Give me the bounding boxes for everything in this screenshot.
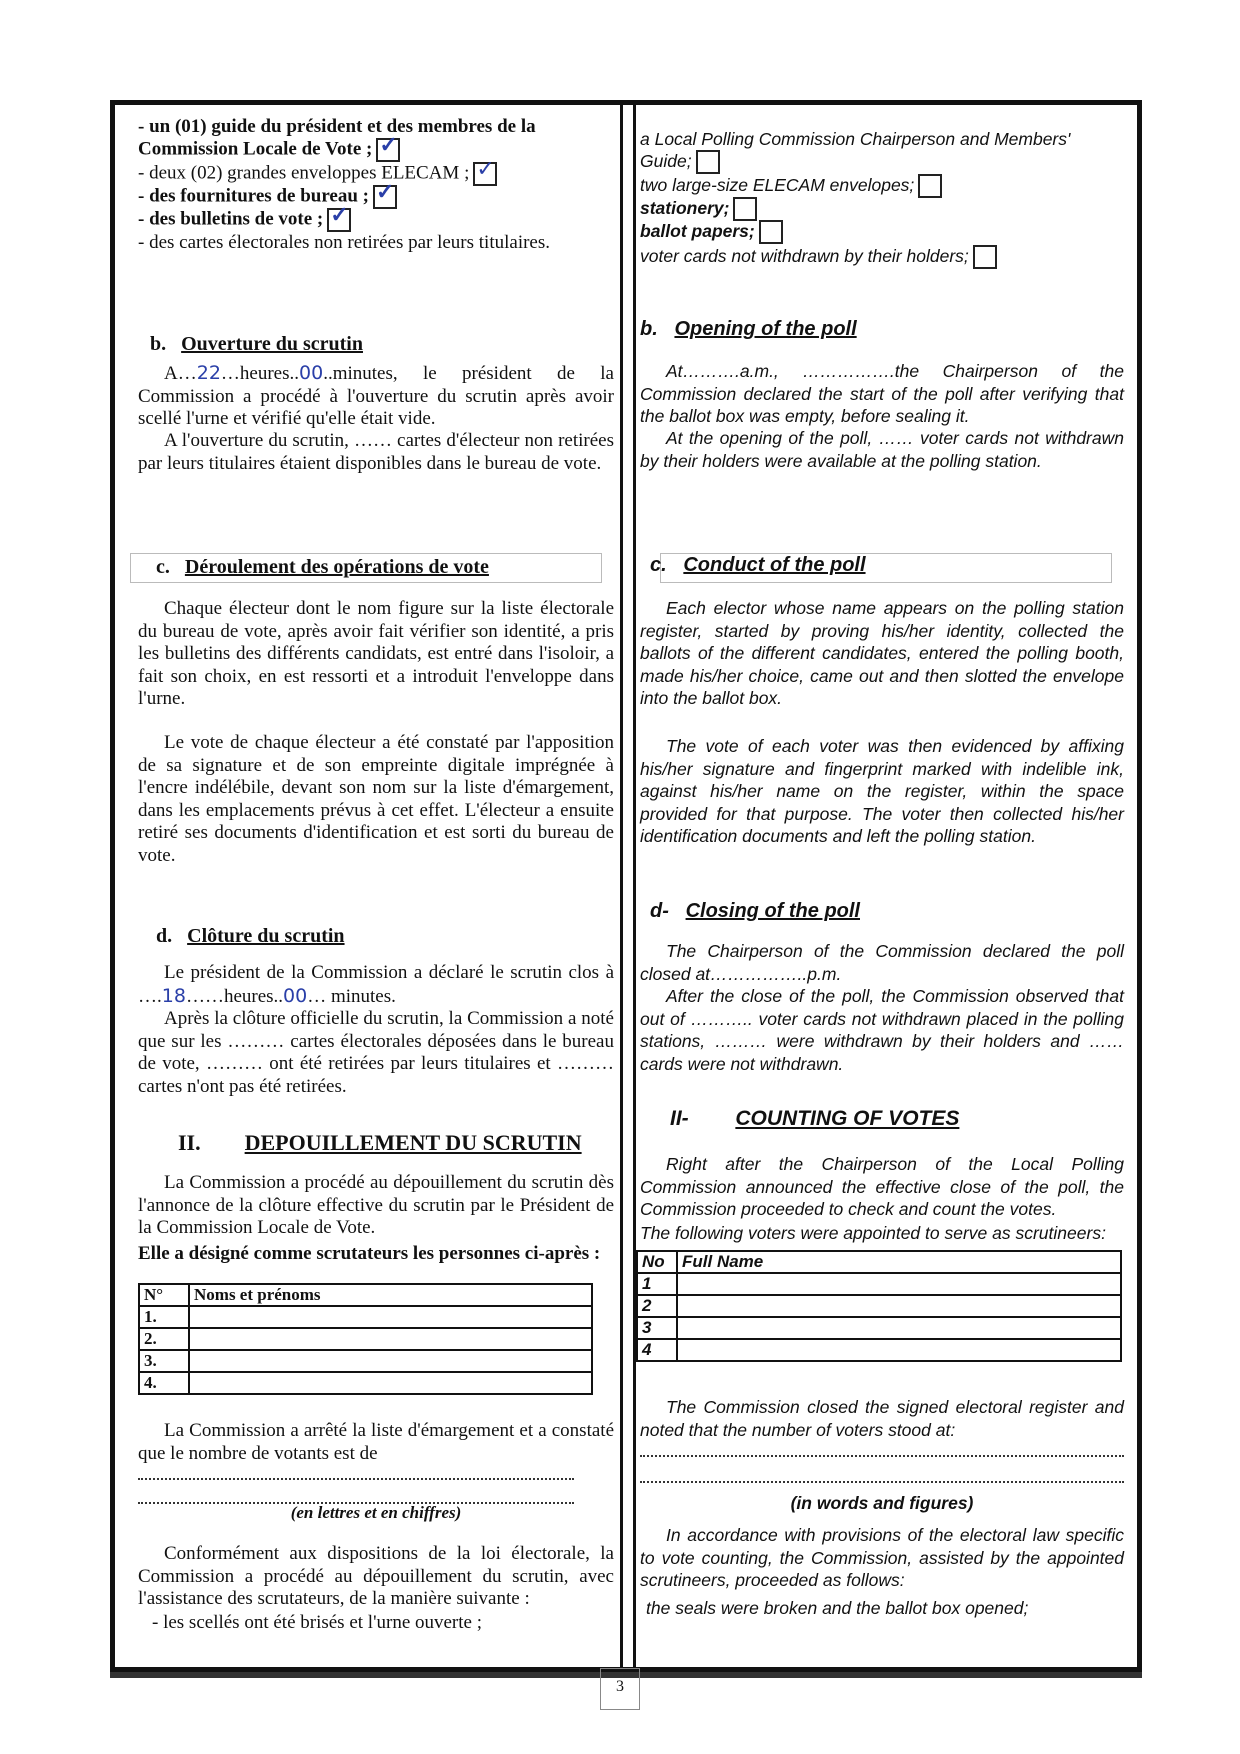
section-heading-closing xyxy=(156,925,345,948)
row-number: 3 xyxy=(637,1317,677,1339)
col-header-names: Noms et prénoms xyxy=(189,1284,592,1306)
material-text: - des fournitures de bureau ; xyxy=(138,185,370,207)
section-heading-counting xyxy=(670,1107,959,1131)
heading-letter: c. xyxy=(156,556,170,578)
table-row xyxy=(139,1306,592,1328)
section-heading-counting xyxy=(178,1130,582,1156)
heading-text: Conduct of the poll xyxy=(683,554,866,576)
material-text: - deux (02) grandes enveloppes ELECAM ; xyxy=(138,162,470,184)
closing-cards-paragraph: Après la clôture officielle du scrutin, la Commission a noté que sur les ……… cartes électorales déposées dans le bureau de vote, ……… ont été retirées par leurs titulaires et ……… cartes n'ont pas été retirées. xyxy=(138,1008,614,1097)
row-number: 2. xyxy=(139,1328,189,1350)
name-cell[interactable] xyxy=(677,1339,1121,1361)
heading-text: Déroulement des opérations de vote xyxy=(184,556,489,578)
material-text: - des bulletins de vote ; xyxy=(138,208,324,230)
checkbox-envelopes[interactable] xyxy=(918,174,942,198)
material-item xyxy=(138,232,614,254)
counting-step-1: the seals were broken and the ballot box opened; xyxy=(646,1598,1029,1618)
conduct-paragraph-2: The vote of each voter was then evidenced by affixing his/her signature and fingerprint marked with indelible ink, against his/her name on the register, within the space provided for that purpose. The voter then collected his/her identification documents and left the polling station. xyxy=(640,736,1124,846)
name-cell[interactable] xyxy=(189,1306,592,1328)
section-heading-opening xyxy=(150,333,363,356)
closing-paragraph: Le président de la Commission a déclaré le scrutin clos à ….18……heures..00… minutes. xyxy=(138,962,614,1007)
row-number: 3. xyxy=(139,1350,189,1372)
heading-letter: c. xyxy=(650,554,667,576)
voter-count-line-1[interactable] xyxy=(138,1478,574,1480)
heading-text: DEPOUILLEMENT DU SCRUTIN xyxy=(244,1130,582,1155)
counting-paragraph-2: Elle a désigné comme scrutateurs les personnes ci-après : xyxy=(138,1243,601,1264)
heading-text: Clôture du scrutin xyxy=(187,925,345,947)
voter-count-caption: (en lettres et en chiffres) xyxy=(290,1503,462,1522)
row-number: 1 xyxy=(637,1273,677,1295)
table-row xyxy=(637,1273,1121,1295)
counting-method-paragraph: In accordance with provisions of the electoral law specific to vote counting, the Commission, assisted by the appointed scrutineers, proceeded as follows: xyxy=(640,1525,1124,1590)
heading-letter: b. xyxy=(640,318,658,340)
heading-letter: d- xyxy=(650,900,669,922)
heading-number: II. xyxy=(178,1130,201,1155)
col-header-names: Full Name xyxy=(677,1251,1121,1273)
material-item xyxy=(138,185,614,209)
material-text: - un (01) guide du président et des membres de la Commission Locale de Vote ; xyxy=(138,116,536,160)
heading-letter: b. xyxy=(150,333,167,355)
material-item xyxy=(640,245,1124,269)
table-row xyxy=(139,1328,592,1350)
opening-minute-field[interactable]: 00 xyxy=(299,362,324,384)
name-cell[interactable] xyxy=(189,1350,592,1372)
material-item xyxy=(640,128,1124,174)
voter-count-line-1[interactable] xyxy=(640,1455,1124,1457)
checkbox-guide[interactable] xyxy=(696,150,720,174)
text: A xyxy=(164,363,178,384)
closing-hour-field[interactable]: 18 xyxy=(161,984,186,1007)
voter-count-paragraph: La Commission a arrêté la liste d'émargement et a constaté que le nombre de votants est de xyxy=(138,1420,614,1464)
checkbox-guide[interactable] xyxy=(376,138,400,162)
material-text: two large-size ELECAM envelopes; xyxy=(640,175,915,195)
material-item xyxy=(138,208,614,232)
row-number: 4. xyxy=(139,1372,189,1394)
conduct-paragraph-1: Chaque électeur dont le nom figure sur la liste électorale du bureau de vote, après avoir fait vérifier son identité, a pris les bulletins des différents candidats, est entré dans l'isoloir, a fait son choix, en est ressorti et a introduit l'enveloppe dans l'urne. xyxy=(138,598,614,709)
col-header-number: No xyxy=(637,1251,677,1273)
closing-cards-paragraph: After the close of the poll, the Commission observed that out of ……….. voter cards not withdrawn placed in the polling stations, ……… were withdrawn by their holders and …… cards were not withdrawn. xyxy=(640,986,1124,1074)
row-number: 4 xyxy=(637,1339,677,1361)
voter-count-caption: (in words and figures) xyxy=(790,1493,974,1513)
closing-paragraph: The Chairperson of the Commission declared the poll closed at……………..p.m. xyxy=(640,941,1124,984)
section-heading-conduct xyxy=(156,556,489,579)
section-heading-conduct xyxy=(650,554,866,577)
text: heures xyxy=(223,985,274,1007)
opening-voter-cards-paragraph: A l'ouverture du scrutin, …… cartes d'électeur non retirées par leurs titulaires étaient disponibles dans le bureau de vote. xyxy=(138,430,614,474)
section-heading-closing xyxy=(650,900,860,923)
name-cell[interactable] xyxy=(189,1328,592,1350)
counting-paragraph-1: Right after the Chairperson of the Local Polling Commission announced the effective close of the poll, the Commission proceeded to check and count the votes. xyxy=(640,1154,1124,1219)
heading-letter: d. xyxy=(156,925,173,947)
opening-paragraph: A…22…heures..00..minutes, le président de la Commission a procédé à l'ouverture du scrutin après avoir scellé l'urne et vérifié qu'elle était vide. xyxy=(138,362,614,429)
opening-hour-field[interactable]: 22 xyxy=(196,362,221,384)
page-number: 3 xyxy=(600,1668,640,1710)
checkbox-envelopes[interactable] xyxy=(473,162,497,186)
material-item xyxy=(138,116,614,162)
voter-count-paragraph: The Commission closed the signed electoral register and noted that the number of voters stood at: xyxy=(640,1397,1124,1440)
name-cell[interactable] xyxy=(677,1273,1121,1295)
scrutineers-table xyxy=(636,1250,1122,1362)
material-text: ballot papers; xyxy=(640,221,755,241)
row-number: 1. xyxy=(139,1306,189,1328)
counting-paragraph-1: La Commission a procédé au dépouillement du scrutin dès l'annonce de la clôture effective du scrutin par le Président de la Commission Locale de Vote. xyxy=(138,1172,614,1238)
checkbox-stationery[interactable] xyxy=(373,185,397,209)
table-row xyxy=(139,1372,592,1394)
heading-text: Ouverture du scrutin xyxy=(181,333,363,355)
text: heures xyxy=(239,363,290,384)
material-item xyxy=(640,220,1124,244)
scrutineers-table xyxy=(138,1283,593,1395)
text: Le président de la Commission a déclaré le scrutin clos à xyxy=(164,962,614,983)
col-header-number: N° xyxy=(139,1284,189,1306)
heading-text: COUNTING OF VOTES xyxy=(735,1107,960,1130)
section-heading-opening xyxy=(640,318,857,341)
column-divider xyxy=(620,100,636,1670)
text: minutes, le président de la Commission a procédé à l'ouverture du scrutin après avoir scellé l'urne et vérifié qu'elle était vide. xyxy=(138,363,614,429)
material-text: - des cartes électorales non retirées par leurs titulaires. xyxy=(138,232,551,253)
opening-voter-cards-paragraph: At the opening of the poll, …… voter cards not withdrawn by their holders were available at the polling station. xyxy=(640,428,1124,471)
opening-paragraph: At……….a.m., …………….the Chairperson of the Commission declared the start of the poll after verifying that the ballot box was empty, before sealing it. xyxy=(640,361,1124,426)
material-text: stationery; xyxy=(640,198,730,218)
name-cell[interactable] xyxy=(189,1372,592,1394)
counting-step-1: - les scellés ont été brisés et l'urne ouverte ; xyxy=(152,1612,483,1633)
table-row xyxy=(139,1350,592,1372)
checkbox-ballots[interactable] xyxy=(327,208,351,232)
text: minutes. xyxy=(330,985,396,1007)
name-cell[interactable] xyxy=(677,1295,1121,1317)
material-item xyxy=(640,197,1124,221)
table-row xyxy=(637,1295,1121,1317)
heading-text: Closing of the poll xyxy=(685,900,860,922)
row-number: 2 xyxy=(637,1295,677,1317)
conduct-paragraph-1: Each elector whose name appears on the polling station register, started by proving his/her identity, collected the ballots of the different candidates, entered the polling booth, made his/her choice, came out and then slotted the envelope into the ballot box. xyxy=(640,598,1124,708)
counting-paragraph-2: The following voters were appointed to serve as scrutineers: xyxy=(640,1223,1106,1243)
closing-minute-field[interactable]: 00 xyxy=(283,984,308,1007)
material-item xyxy=(640,174,1124,198)
name-cell[interactable] xyxy=(677,1317,1121,1339)
table-row xyxy=(637,1317,1121,1339)
conduct-paragraph-2: Le vote de chaque électeur a été constaté par l'apposition de sa signature et de son empreinte digitale imprégnée à l'encre indélébile, devant son nom sur la liste d'émargement, dans les emplacements prévus à cet effet. L'électeur a ensuite retiré ses documents d'identification et est sorti du bureau de vote. xyxy=(138,732,614,866)
voter-count-line-2[interactable] xyxy=(640,1481,1124,1483)
heading-text: Opening of the poll xyxy=(674,318,857,340)
material-text: a Local Polling Commission Chairperson and Members' Guide; xyxy=(640,129,1071,171)
heading-number: II- xyxy=(670,1107,689,1130)
checkbox-ballots[interactable] xyxy=(759,220,783,244)
checkbox-stationery[interactable] xyxy=(733,197,757,221)
checkbox-voter-cards[interactable] xyxy=(973,245,997,269)
counting-method-paragraph: Conformément aux dispositions de la loi électorale, la Commission a procédé au dépouillement du scrutin, avec l'assistance des scrutateurs, de la manière suivante : xyxy=(138,1543,614,1609)
material-text: voter cards not withdrawn by their holders; xyxy=(640,246,969,266)
table-row xyxy=(637,1339,1121,1361)
